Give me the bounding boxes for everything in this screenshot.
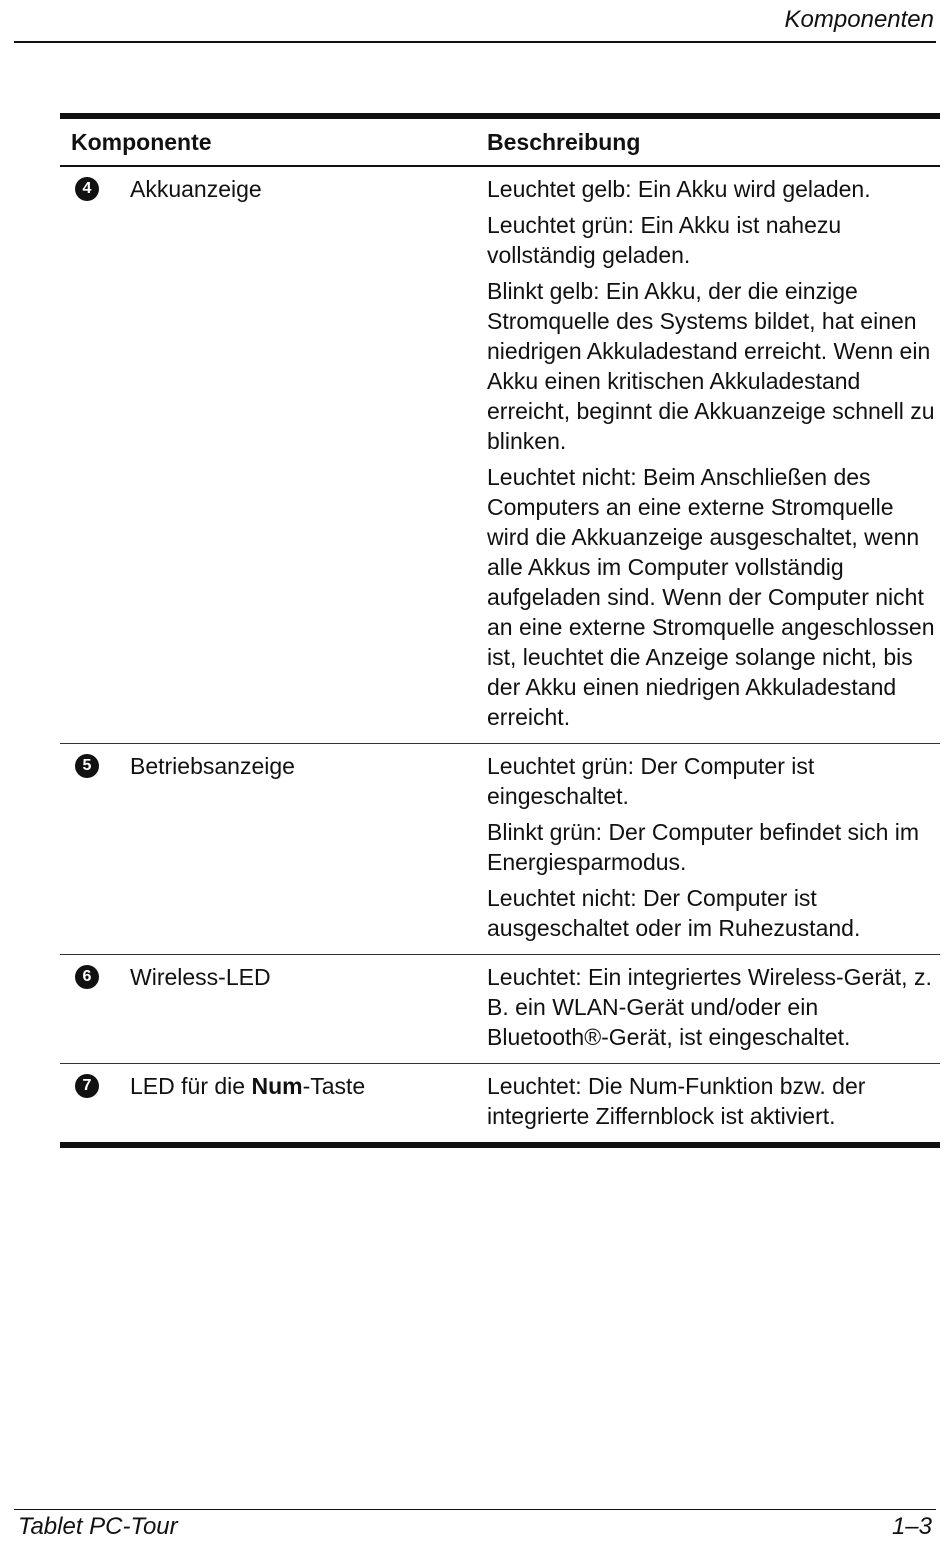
column-header-component: Komponente — [71, 128, 212, 155]
callout-number-badge: 4 — [75, 177, 99, 201]
description-paragraph: Blinkt grün: Der Computer befindet sich im Energiesparmodus. — [487, 819, 920, 875]
table-header-row — [60, 119, 940, 167]
callout-number-badge: 5 — [75, 754, 99, 778]
component-name — [130, 1071, 365, 1131]
table-row — [60, 1063, 940, 1142]
description-cell — [487, 1071, 940, 1131]
description-cell — [487, 174, 940, 732]
description-paragraph: Leuchtet nicht: Beim Anschließen des Computers an eine externe Stromquelle wird die Akkuanzeige ausgeschaltet, wenn alle Akkus im Computer vollständig aufgeladen sind. Wenn der Computer nicht an eine externe Stromquelle angeschlossen ist, leuchtet die Anzeige solange nicht, bis der Akku einen niedrigen Akkuladestand erreicht. — [487, 464, 935, 730]
description-paragraph: Blinkt gelb: Ein Akku, der die einzige Stromquelle des Systems bildet, hat einen niedrigen Akkuladestand erreicht. Wenn ein Akku einen kritischen Akkuladestand erreicht, beginnt die Akkuanzeige schnell zu blinken. — [487, 278, 935, 454]
table-row — [60, 954, 940, 1063]
description-cell — [487, 962, 940, 1052]
component-name: Wireless-LED — [130, 964, 271, 990]
callout-number-badge: 7 — [75, 1074, 99, 1098]
footer-chapter-title: Tablet PC-Tour — [18, 1513, 178, 1540]
table-bottom-rule — [60, 1142, 940, 1148]
component-name: Betriebsanzeige — [130, 753, 295, 779]
description-paragraph: Leuchtet nicht: Der Computer ist ausgeschaltet oder im Ruhezustand. — [487, 885, 861, 941]
component-table — [60, 113, 940, 1148]
description-paragraph: Leuchtet: Ein integriertes Wireless-Gerät, z. B. ein WLAN-Gerät und/oder ein Bluetooth®-Gerät, ist eingeschaltet. — [487, 964, 932, 1050]
component-name-key: Num — [251, 1073, 303, 1099]
callout-number-badge: 6 — [75, 965, 99, 989]
component-cell — [60, 962, 487, 1052]
description-paragraph: Leuchtet gelb: Ein Akku wird geladen. — [487, 176, 871, 202]
component-cell — [60, 1071, 487, 1131]
component-name-prefix: LED für die — [130, 1073, 252, 1099]
description-cell — [487, 751, 940, 943]
page-number: 1–3 — [891, 1513, 932, 1540]
component-cell — [60, 174, 487, 732]
description-paragraph: Leuchtet grün: Ein Akku ist nahezu vollständig geladen. — [487, 212, 842, 268]
running-header-title: Komponenten — [784, 6, 934, 33]
component-name-suffix: -Taste — [302, 1073, 366, 1099]
description-paragraph: Leuchtet grün: Der Computer ist eingeschaltet. — [487, 753, 815, 809]
header-rule — [14, 41, 936, 43]
component-name: Akkuanzeige — [130, 176, 262, 202]
column-header-description: Beschreibung — [487, 128, 641, 155]
table-row — [60, 167, 940, 743]
description-paragraph: Leuchtet: Die Num-Funktion bzw. der integrierte Ziffernblock ist aktiviert. — [487, 1073, 866, 1129]
table-row — [60, 743, 940, 954]
component-cell — [60, 751, 487, 943]
footer-rule — [14, 1509, 936, 1510]
